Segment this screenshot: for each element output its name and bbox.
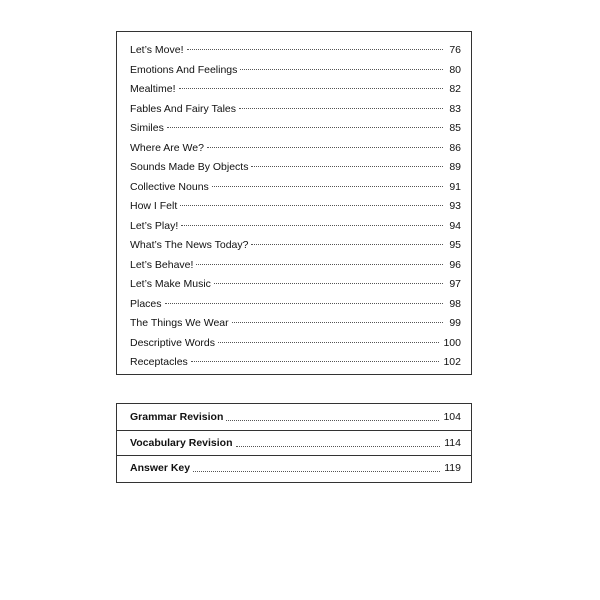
- dot-leader: [236, 445, 441, 447]
- dot-leader: [191, 360, 440, 362]
- contents-item-title: Places: [130, 297, 162, 310]
- dot-leader: [193, 470, 440, 472]
- contents-item: [130, 41, 461, 61]
- contents-item-title: Receptacles: [130, 356, 188, 368]
- contents-item-page: 96: [449, 258, 461, 271]
- contents-item-page: 91: [449, 180, 461, 193]
- contents-item: [130, 139, 461, 159]
- contents-item: [130, 256, 461, 276]
- dot-leader: [180, 204, 443, 206]
- contents-item: [130, 100, 461, 120]
- revision-item-page: 104: [443, 410, 461, 423]
- contents-item: [130, 334, 461, 354]
- contents-item-page: 76: [449, 44, 461, 56]
- contents-item-page: 89: [449, 161, 461, 173]
- contents-item: [130, 80, 461, 100]
- contents-item-page: 102: [443, 356, 461, 368]
- contents-item-page: 83: [449, 102, 461, 115]
- revision-item-title: Grammar Revision: [130, 410, 224, 423]
- dot-leader: [251, 165, 443, 167]
- contents-item: [130, 178, 461, 198]
- dot-leader: [179, 87, 443, 89]
- contents-item-title: Similes: [130, 122, 164, 134]
- contents-item: [130, 275, 461, 295]
- contents-item: [130, 314, 461, 334]
- contents-item: [130, 295, 461, 315]
- dot-leader: [196, 263, 443, 265]
- contents-item: [130, 158, 461, 178]
- contents-item-page: 82: [449, 83, 461, 95]
- contents-item-title: The Things We Wear: [130, 317, 229, 329]
- revision-item-title: Vocabulary Revision: [130, 436, 233, 449]
- dot-leader: [218, 341, 439, 343]
- contents-item: [130, 353, 461, 373]
- revision-item: [117, 430, 471, 456]
- dot-leader: [165, 302, 443, 304]
- dot-leader: [181, 224, 443, 226]
- contents-item: [130, 61, 461, 81]
- contents-item-page: 85: [449, 122, 461, 134]
- contents-item: [130, 236, 461, 256]
- contents-item-page: 86: [449, 141, 461, 154]
- contents-list: [130, 41, 461, 373]
- contents-item-title: Where Are We?: [130, 141, 204, 154]
- dot-leader: [207, 146, 443, 148]
- contents-item-title: Descriptive Words: [130, 336, 215, 349]
- dot-leader: [226, 419, 439, 421]
- revision-item-page: 119: [444, 462, 461, 475]
- contents-item-title: Mealtime!: [130, 83, 176, 95]
- contents-item-title: Let’s Make Music: [130, 278, 211, 290]
- contents-item-page: 80: [449, 63, 461, 76]
- contents-item-page: 97: [449, 278, 461, 290]
- revision-box: [116, 403, 472, 483]
- contents-item-title: Let’s Behave!: [130, 258, 194, 271]
- contents-item-title: Emotions And Feelings: [130, 63, 238, 76]
- contents-item-page: 93: [449, 200, 461, 212]
- contents-box: [116, 31, 472, 375]
- contents-item-title: Let’s Move!: [130, 44, 184, 56]
- contents-item: [130, 217, 461, 237]
- contents-item-title: Collective Nouns: [130, 180, 209, 193]
- revision-item-title: Answer Key: [130, 462, 191, 475]
- contents-item-title: How I Felt: [130, 200, 178, 212]
- dot-leader: [251, 243, 443, 245]
- contents-item-title: What’s The News Today?: [130, 239, 249, 251]
- revision-item: [117, 404, 471, 430]
- contents-item-page: 95: [449, 239, 461, 251]
- revision-item: [117, 455, 471, 481]
- contents-item-page: 94: [449, 219, 461, 232]
- dot-leader: [214, 282, 443, 284]
- contents-item-page: 98: [449, 297, 461, 310]
- contents-item: [130, 119, 461, 139]
- contents-item: [130, 197, 461, 217]
- contents-item-title: Let’s Play!: [130, 219, 179, 232]
- contents-item-title: Fables And Fairy Tales: [130, 102, 237, 115]
- contents-item-title: Sounds Made By Objects: [130, 161, 249, 173]
- dot-leader: [232, 321, 443, 323]
- dot-leader: [167, 126, 443, 128]
- dot-leader: [240, 68, 443, 70]
- dot-leader: [239, 107, 443, 109]
- contents-item-page: 99: [449, 317, 461, 329]
- dot-leader: [187, 48, 444, 50]
- contents-item-page: 100: [443, 336, 461, 349]
- dot-leader: [212, 185, 443, 187]
- revision-item-page: 114: [444, 436, 461, 449]
